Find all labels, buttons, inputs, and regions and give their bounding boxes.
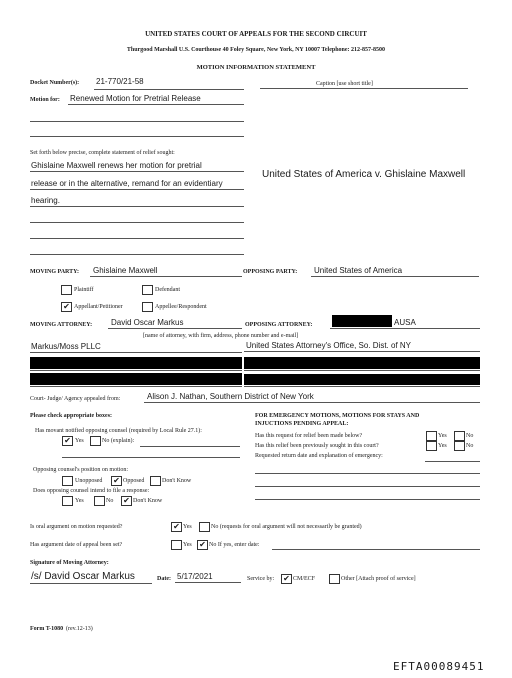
moving-attorney-firm: Markus/Moss PLLC [31, 342, 101, 351]
emergency-q1-yes-label: Yes [438, 433, 447, 439]
redaction [30, 357, 242, 369]
redaction [30, 373, 242, 385]
docket-value: 21-770/21-58 [96, 77, 144, 86]
emergency-title-1: FOR EMERGENCY MOTIONS, MOTIONS FOR STAYS AND [255, 413, 420, 419]
notified-yes-checkbox[interactable]: ✔ [62, 436, 73, 446]
date-value: 5/17/2021 [177, 572, 213, 581]
signature-value: /s/ David Oscar Markus [31, 571, 135, 582]
redaction [332, 315, 392, 327]
attorney-note: [name of attorney, with firm, address, phone number and e-mail] [143, 333, 299, 339]
date-label: Date: [157, 576, 171, 582]
emergency-q2-yes-checkbox[interactable] [426, 441, 437, 451]
emergency-q1-no-label: No [466, 433, 474, 439]
intend-no-label: No [106, 498, 114, 504]
appellee-label: Appellee/Respondent [155, 304, 207, 310]
other-service-label: Other [Attach proof of service] [341, 576, 416, 582]
opposed-checkbox[interactable]: ✔ [111, 476, 122, 486]
court-address: Thurgood Marshall U.S. Courthouse 40 Foley Square, New York, NY 10007 Telephone: 212-857-8500 [126, 47, 386, 53]
appellant-label: Appellant/Petitioner [74, 304, 123, 310]
argument-date-no-checkbox[interactable]: ✔ [197, 540, 208, 550]
notified-yes-label: Yes [75, 438, 84, 444]
court-judge-label: Court- Judge/ Agency appealed from: [30, 396, 121, 402]
emergency-q1-yes-checkbox[interactable] [426, 431, 437, 441]
motion-for-label: Motion for: [30, 97, 60, 103]
opposing-attorney-suffix: AUSA [394, 318, 416, 327]
emergency-q1-no-checkbox[interactable] [454, 431, 465, 441]
defendant-label: Defendant [155, 287, 180, 293]
relief-line-1: Ghislaine Maxwell renews her motion for pretrial [31, 161, 202, 170]
cmecf-label: CM/ECF [293, 576, 316, 582]
service-label: Service by: [247, 576, 275, 582]
form-title: MOTION INFORMATION STATEMENT [196, 64, 316, 71]
emergency-q1: Has this request for relief been made below? [255, 433, 363, 439]
appellant-checkbox[interactable]: ✔ [61, 302, 72, 312]
opposing-position-label: Opposing counsel's position on motion: [33, 467, 129, 473]
form-revision: (rev.12-13) [66, 626, 93, 632]
notified-no-label: No (explain): [102, 438, 135, 444]
unopposed-label: Unopposed [75, 478, 103, 484]
notified-question: Has movant notified opposing counsel (required by Local Rule 27.1): [35, 428, 202, 434]
plaintiff-label: Plaintiff [74, 287, 94, 293]
emergency-q2-no-label: No [466, 443, 474, 449]
intend-dont-know-checkbox[interactable]: ✔ [121, 496, 132, 506]
intend-response-label: Does opposing counsel intend to file a response: [33, 488, 150, 494]
intend-yes-checkbox[interactable] [62, 496, 73, 506]
check-boxes-title: Please check appropriate boxes: [30, 413, 113, 419]
oral-argument-yes-label: Yes [183, 524, 192, 530]
plaintiff-checkbox[interactable] [61, 285, 72, 295]
oral-argument-no-checkbox[interactable] [199, 522, 210, 532]
cmecf-checkbox[interactable]: ✔ [281, 574, 292, 584]
form-number: Form T-1080 [30, 626, 64, 632]
redaction [244, 357, 480, 369]
emergency-q3: Requested return date and explanation of emergency: [255, 453, 383, 459]
motion-for-value: Renewed Motion for Pretrial Release [70, 94, 201, 103]
moving-party-label: MOVING PARTY: [30, 269, 79, 275]
court-title: UNITED STATES COURT OF APPEALS FOR THE SECOND CIRCUIT [145, 30, 367, 38]
emergency-q2: Has this relief been previously sought in this court? [255, 443, 379, 449]
defendant-checkbox[interactable] [142, 285, 153, 295]
other-service-checkbox[interactable] [329, 574, 340, 584]
opposing-party-label: OPPOSING PARTY: [243, 269, 298, 275]
opposing-attorney-office: United States Attorney's Office, So. Dist. of NY [246, 341, 412, 350]
moving-party-value: Ghislaine Maxwell [93, 266, 158, 275]
moving-attorney-value: David Oscar Markus [111, 318, 184, 327]
relief-label: Set forth below precise, complete statement of relief sought: [30, 150, 175, 156]
oral-argument-no-label: No (requests for oral argument will not necessarily be granted) [211, 524, 362, 530]
argument-date-no-label: No If yes, enter date: [209, 542, 260, 548]
caption-value: United States of America v. Ghislaine Maxwell [262, 169, 466, 180]
bates-number: EFTA00089451 [393, 660, 485, 673]
signature-label: Signature of Moving Attorney: [30, 560, 109, 566]
emergency-title-2: INJUCTIONS PENDING APPEAL: [255, 421, 349, 427]
appellee-checkbox[interactable] [142, 302, 153, 312]
opposed-label: Opposed [123, 478, 145, 484]
notified-no-checkbox[interactable] [90, 436, 101, 446]
caption-label: Caption [use short title] [316, 81, 373, 87]
dont-know-label: Don't Know [162, 478, 192, 484]
oral-argument-label: Is oral argument on motion requested? [30, 524, 123, 530]
docket-label: Docket Number(s): [30, 80, 80, 86]
opposing-attorney-label: OPPOSING ATTORNEY: [245, 322, 313, 328]
intend-no-checkbox[interactable] [94, 496, 105, 506]
emergency-q2-yes-label: Yes [438, 443, 447, 449]
court-judge-value: Alison J. Nathan, Southern District of New York [147, 392, 314, 401]
dont-know-checkbox[interactable] [150, 476, 161, 486]
emergency-q2-no-checkbox[interactable] [454, 441, 465, 451]
opposing-party-value: United States of America [314, 266, 403, 275]
moving-attorney-label: MOVING ATTORNEY: [30, 322, 93, 328]
argument-date-yes-label: Yes [183, 542, 192, 548]
oral-argument-yes-checkbox[interactable]: ✔ [171, 522, 182, 532]
relief-line-2: release or in the alternative, remand for an evidentiary [31, 179, 223, 188]
redaction [244, 374, 480, 385]
unopposed-checkbox[interactable] [62, 476, 73, 486]
intend-yes-label: Yes [75, 498, 84, 504]
intend-dont-know-label: Don't Know [133, 498, 163, 504]
argument-date-yes-checkbox[interactable] [171, 540, 182, 550]
argument-date-label: Has argument date of appeal been set? [30, 542, 123, 548]
relief-line-3: hearing. [31, 196, 60, 205]
